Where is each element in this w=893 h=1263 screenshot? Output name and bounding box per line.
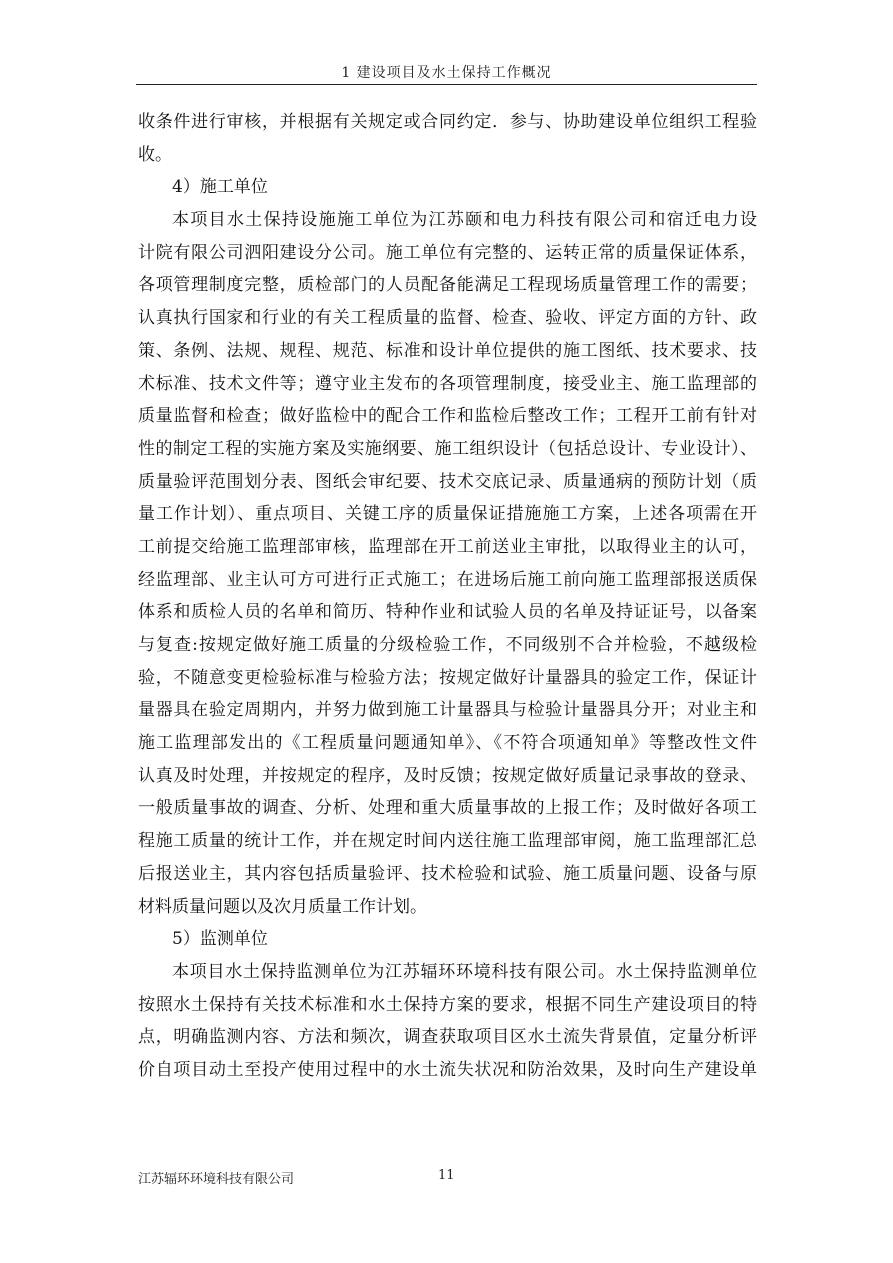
text-line: 材料质量问题以及次月质量工作计划。 — [138, 896, 427, 917]
text-line: 认真执行国家和行业的有关工程质量的监督、检查、验收、评定方面的方针、政 — [138, 308, 757, 329]
text-line: 收。 — [138, 144, 172, 165]
text-line: 按照水土保持有关技术标准和水土保持方案的要求，根据不同生产建设项目的特 — [138, 994, 757, 1015]
text-line: 程施工质量的统计工作，并在规定时间内送往施工监理部审阅，施工监理部汇总 — [138, 831, 757, 852]
text-line: 本项目水土保持监测单位为江苏辐环环境科技有限公司。水土保持监测单位 — [172, 961, 757, 982]
text-line: 本项目水土保持设施施工单位为江苏颐和电力科技有限公司和宿迁电力设 — [172, 210, 757, 231]
text-line: 术标准、技术文件等；遵守业主发布的各项管理制度，接受业主、施工监理部的 — [138, 373, 757, 394]
document-body — [138, 106, 757, 1087]
text-line: 策、条例、法规、规程、规范、标准和设计单位提供的施工图纸、技术要求、技 — [138, 340, 757, 361]
text-line: 工前提交给施工监理部审核，监理部在开工前送业主审批，以取得业主的认可， — [138, 536, 757, 557]
text-line: 计院有限公司泗阳建设分公司。施工单位有完整的、运转正常的质量保证体系， — [138, 242, 757, 263]
section-heading: 4）施工单位 — [172, 177, 268, 198]
running-header: 1 建设项目及水土保持工作概况 — [341, 65, 552, 81]
text-line: 点，明确监测内容、方法和频次，调查获取项目区水土流失背景值，定量分析评 — [138, 1027, 757, 1048]
text-line: 经监理部、业主认可方可进行正式施工；在进场后施工前向施工监理部报送质保 — [138, 569, 757, 590]
text-line: 质量验评范围划分表、图纸会审纪要、技术交底记录、质量通病的预防计划（质 — [138, 471, 757, 492]
text-line: 体系和质检人员的名单和简历、特种作业和试验人员的名单及持证证号，以备案 — [138, 602, 757, 623]
text-line: 一般质量事故的调查、分析、处理和重大质量事故的上报工作；及时做好各项工 — [138, 798, 757, 819]
footer-company: 江苏辐环环境科技有限公司 — [138, 1172, 295, 1187]
section-heading: 5）监测单位 — [172, 929, 268, 950]
text-line: 性的制定工程的实施方案及实施纲要、施工组织设计（包括总设计、专业设计）、 — [138, 438, 757, 459]
text-line: 施工监理部发出的《工程质量问题通知单》、《不符合项通知单》等整改性文件 — [138, 733, 757, 754]
text-line: 价自项目动土至投产使用过程中的水土流失状况和防治效果，及时向生产建设单 — [138, 1059, 757, 1080]
text-line: 收条件进行审核，并根据有关规定或合同约定．参与、协助建设单位组织工程验 — [138, 112, 757, 132]
text-line: 验，不随意变更检验标准与检验方法；按规定做好计量器具的验定工作，保证计 — [138, 667, 757, 688]
text-line: 质量监督和检查；做好监检中的配合工作和监检后整改工作；工程开工前有针对 — [138, 406, 757, 427]
text-line: 认真及时处理，并按规定的程序，及时反馈；按规定做好质量记录事故的登录、 — [138, 765, 757, 786]
text-line: 各项管理制度完整，质检部门的人员配备能满足工程现场质量管理工作的需要； — [138, 275, 757, 296]
header-divider — [136, 84, 757, 85]
text-line: 量工作计划）、重点项目、关键工序的质量保证措施施工方案，上述各项需在开 — [138, 504, 757, 525]
page-number: 11 — [438, 1168, 455, 1183]
text-line: 后报送业主，其内容包括质量验评、技术检验和试验、施工质量问题、设备与原 — [138, 863, 757, 884]
text-line: 量器具在验定周期内，并努力做到施工计量器具与检验计量器具分开；对业主和 — [138, 700, 757, 721]
text-line: 与复查:按规定做好施工质量的分级检验工作，不同级别不合并检验，不越级检 — [138, 635, 757, 655]
